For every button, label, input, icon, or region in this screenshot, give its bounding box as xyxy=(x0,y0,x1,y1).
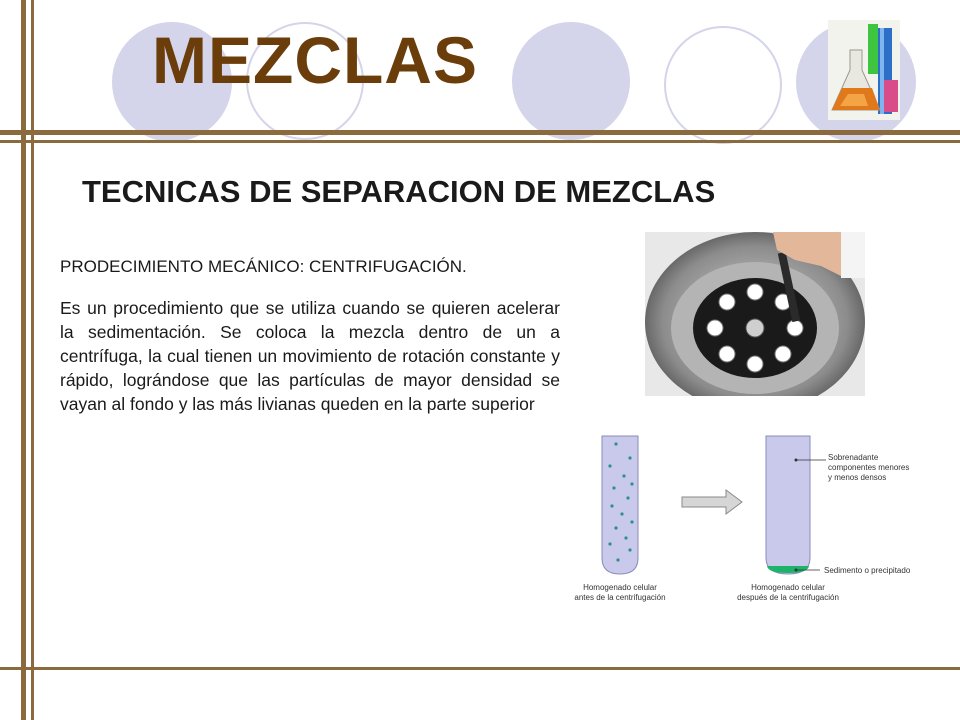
right-caption-1: Homogenado celular xyxy=(751,583,825,592)
left-caption-1: Homogenado celular xyxy=(583,583,657,592)
slide-title: MEZCLAS xyxy=(152,23,478,97)
sediment-label: Sedimento o precipitado xyxy=(824,566,911,575)
frame-horizontal-line-bottom xyxy=(0,667,960,670)
body-paragraph: Es un procedimiento que se utiliza cuando se quieren acelerar la sedimentación. Se coloca la mezcla dentro de un a centrífuga, la cual tienen un movimiento de rotación constante y rápido, lográndose que las partículas de mayor densidad se vayan al fondo y las más livianas queden en la parte superior xyxy=(60,298,560,414)
tube-before xyxy=(602,436,638,574)
left-caption-2: antes de la centrifugación xyxy=(574,593,666,602)
frame-horizontal-line-top-2 xyxy=(0,140,960,143)
decor-circle-3 xyxy=(512,22,630,140)
slide-subtitle: TECNICAS DE SEPARACION DE MEZCLAS xyxy=(82,174,716,209)
decor-circle-4 xyxy=(664,26,782,144)
supernatant-label: Sobrenadante xyxy=(828,453,879,462)
supernatant-desc-2: y menos densos xyxy=(828,473,887,482)
frame-horizontal-line-top-1 xyxy=(0,130,960,135)
tube-after xyxy=(766,436,810,574)
supernatant-desc-1: componentes menores xyxy=(828,463,910,472)
right-caption-2: después de la centrifugación xyxy=(737,593,839,602)
frame-vertical-line-1 xyxy=(21,0,26,720)
centrifuge-photo xyxy=(645,232,865,396)
sediment-layer xyxy=(767,566,809,573)
section-heading: PRODECIMIENTO MECÁNICO: CENTRIFUGACIÓN. xyxy=(60,257,467,276)
frame-vertical-line-2 xyxy=(31,0,34,720)
arrow-icon xyxy=(682,490,742,514)
lab-flasks-image xyxy=(828,20,900,120)
centrifugation-diagram xyxy=(570,426,930,616)
